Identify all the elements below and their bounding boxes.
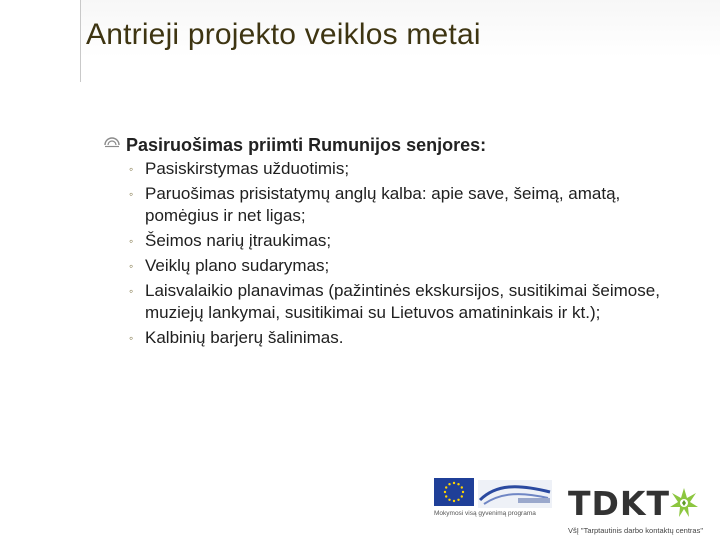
eu-programme-caption: Mokymosi visą gyvenimą programa xyxy=(434,510,536,517)
sub-point: ◦ Šeimos narių įtraukimas; xyxy=(129,231,332,250)
sub-point: ◦ Laisvalaikio planavimas (pažintinės ekskursijos, susitikimai šeimose, muziejų lankymai, susitikimai su Lietuvos amatininkais ir kt.); xyxy=(129,281,660,322)
tdkt-logo-text: TDKT xyxy=(568,484,670,523)
bullet-icon xyxy=(104,137,120,153)
sub-bullet-icon: ◦ xyxy=(129,284,134,298)
sub-point: ◦ Pasiskirstymas užduotimis; xyxy=(129,159,350,178)
bullet-list xyxy=(104,132,684,352)
sub-point-list xyxy=(126,158,684,349)
sub-bullet-icon: ◦ xyxy=(129,187,134,201)
tdkt-burst-icon xyxy=(669,486,699,520)
tdkt-caption: VšĮ "Tarptautinis darbo kontaktų centras" xyxy=(568,526,703,535)
tdkt-logo xyxy=(568,486,708,534)
sub-bullet-icon: ◦ xyxy=(129,162,134,176)
main-point xyxy=(104,132,684,158)
eu-programme-logo xyxy=(434,478,554,524)
main-point-label: Pasiruošimas priimti Rumunijos senjores: xyxy=(126,135,487,155)
sub-point: ◦ Kalbinių barjerų šalinimas. xyxy=(129,328,344,347)
lla-logo-icon xyxy=(478,480,552,508)
title-divider xyxy=(80,0,81,82)
sub-point: ◦ Paruošimas prisistatymų anglų kalba: apie save, šeimą, amatą, pomėgius ir net ligas; xyxy=(129,184,621,225)
slide-title: Antrieji projekto veiklos metai xyxy=(86,18,481,51)
sub-bullet-icon: ◦ xyxy=(129,234,134,248)
eu-flag-icon xyxy=(434,478,474,506)
sub-bullet-icon: ◦ xyxy=(129,331,134,345)
sub-bullet-icon: ◦ xyxy=(129,259,134,273)
sub-point: ◦ Veiklų plano sudarymas; xyxy=(129,256,330,275)
